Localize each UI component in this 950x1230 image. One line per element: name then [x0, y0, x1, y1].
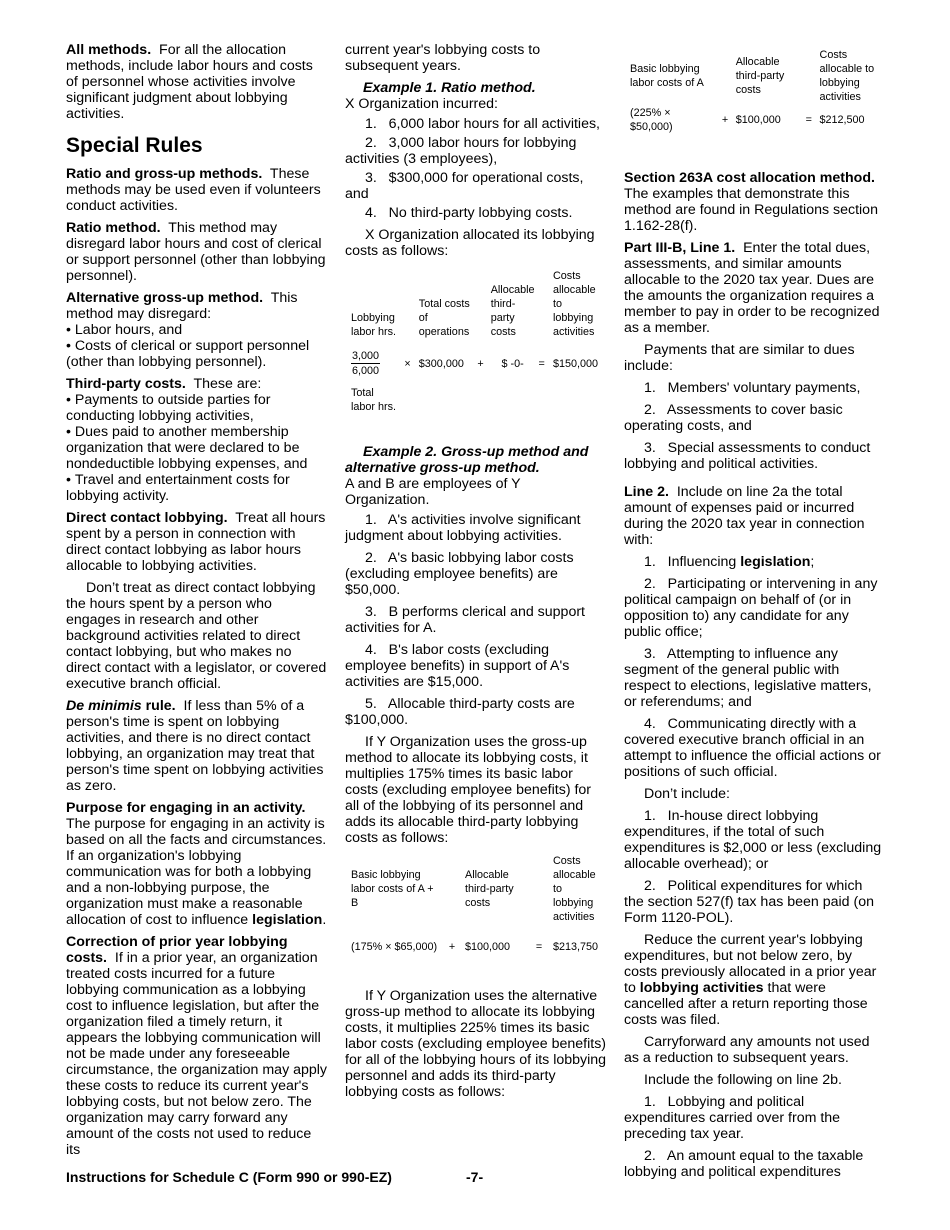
t2-h-third: Allocable third-party costs [465, 869, 514, 909]
similar-item: 3. Special assessments to conduct lobbying and political activities. [624, 440, 871, 472]
dont-treat-para: Don’t treat as direct contact lobbying the hours spent by a person who engages in research and other background activities related to direct contact lobbying, but who makes no direct contact with a legislator, or covered executive branch official. [66, 580, 327, 692]
third-bullet: • Travel and entertainment costs for lobbying activity. [66, 472, 328, 504]
example-1-item: 4. No third-party lobbying costs. [365, 205, 573, 221]
t1-h-third: Allocable third-party costs [490, 284, 535, 338]
footer-title: Instructions for Schedule C (Form 990 or 990-EZ) [66, 1169, 392, 1185]
t3-basic: (225% × $50,000) [630, 107, 673, 133]
t2-h-alloc: Costs allocable to lobbying activities [553, 855, 596, 923]
t2-h-basic: Basic lobbying labor costs of A + B [351, 869, 434, 909]
third-party-para: Third-party costs. These are: [66, 376, 262, 392]
example-1-item: 1. 6,000 labor hours for all activities, [365, 116, 601, 132]
alt-bullet: • Labor hours, and [66, 322, 328, 338]
alt-grossup-para: If Y Organization uses the alternative gross-up method to allocate its lobbying costs, it multiplies 225% times its basic labor costs (excluding employee benefits) for all of the lobbying hours of its lobbying personnel and adds its third-party lobbying costs as follows: [345, 988, 607, 1100]
example-2-intro: A and B are employees of Y Organization. [345, 476, 521, 508]
grossup-table: Basic lobbying labor costs of A + B Allocable third-party costs Costs allocable to lobbying activities (175% × $65,000) + $100,000 = $213,750 [351, 854, 607, 954]
t1-fraction: $\frac{3,000}{6,000}$ [352, 350, 380, 377]
column-1 [66, 42, 328, 1164]
t1-result: $150,000 [553, 357, 599, 370]
example-1-item: 2. 3,000 labor hours for lobbying activities (3 employees), [345, 135, 577, 167]
include-2b-para: Include the following on line 2b. [644, 1072, 842, 1088]
t2-basic: (175% × $65,000) [351, 941, 438, 953]
example-2-item: 3. B performs clerical and support activities for A. [345, 604, 586, 636]
ratio-grossup-para: Ratio and gross-up methods. These methods may be used even if volunteers conduct activities. [66, 166, 321, 214]
column-2 [345, 42, 608, 1106]
alt-grossup-para: Alternative gross-up method. This method may disregard: [66, 290, 298, 322]
example-2-item: 2. A's basic lobbying labor costs (excluding employee benefits) are $50,000. [345, 550, 574, 598]
example-1-title: Example 1. Ratio method. [363, 80, 536, 96]
line2b-item: 1. Lobbying and political expenditures carried over from the preceding tax year. [624, 1094, 841, 1142]
ratio-table: Lobbying labor hrs. Total costs of operations Allocable third-party costs Costs allocable to lobbying activities $\frac{3,000}{6,000}$ × $300,000 + $ -0- = $150,000 Total labor hrs. [351, 269, 608, 414]
example-1-intro: X Organization incurred: [345, 96, 498, 112]
continuation-para: current year's lobbying costs to subsequent years. [345, 42, 541, 74]
page-number: -7- [466, 1169, 484, 1185]
example-2-item: 1. A's activities involve significant judgment about lobbying activities. [345, 512, 581, 544]
line2-item: 4. Communicating directly with a covered executive branch official in an attempt to influence the official actions or positions of such official. [624, 716, 881, 780]
t3-result: $212,500 [819, 114, 865, 126]
t1-foot: Total labor hrs. [351, 387, 397, 413]
t3-third: $100,000 [735, 114, 781, 126]
t3-h-basic: Basic lobbying labor costs of A [630, 63, 704, 89]
all-methods-para: All methods. For all the allocation methods, include labor hours and costs of personnel whose activities involve significant judgment about lobbying activities. [66, 42, 313, 122]
alt-grossup-table: Basic lobbying labor costs of A Allocable third-party costs Costs allocable to lobbying activities (225% × $50,000) + $100,000 = $212,500 [630, 48, 886, 134]
line2-item: 3. Attempting to influence any segment of the general public with respect to elections, legislative matters, or referendums; and [624, 646, 872, 710]
grossup-para: If Y Organization uses the gross-up method to allocate its lobbying costs, it multiplies 175% times its basic labor costs (excluding employee benefits) for all of the lobbying of its personnel and adds its allocable third-party lobbying costs as follows: [345, 734, 592, 846]
line2-item: 2. Participating or intervening in any political campaign on behalf of (or in opposition to) any candidate for any public office; [624, 576, 878, 640]
t3-h-third: Allocable third-party costs [735, 56, 785, 96]
t3-h-alloc: Costs allocable to lobbying activities [819, 49, 875, 103]
dont-include-para: Don’t include: [644, 786, 730, 802]
reduce-para: Reduce the current year's lobbying expenditures, but not below zero, by costs previously allocated in a prior year to lobbying activities that were cancelled after a return reporting those costs was filed. [624, 932, 877, 1028]
carryforward-para: Carryforward any amounts not used as a reduction to subsequent years. [624, 1034, 870, 1066]
example-2-item: 5. Allocable third-party costs are $100,000. [345, 696, 575, 728]
t2-third: $100,000 [465, 941, 511, 953]
line2b-item: 2. An amount equal to the taxable lobbying and political expenditures [624, 1148, 864, 1180]
part-3b-line1-para: Part III-B, Line 1. Enter the total dues, assessments, and similar amounts allocable to the 2020 tax year. Dues are the amounts the organization requires a member to pay in order to be recognized as a member. [624, 240, 880, 336]
t2-result: $213,750 [553, 941, 599, 953]
dont-include-item: 2. Political expenditures for which the section 527(f) tax has been paid (on Form 1120-POL). [624, 878, 875, 926]
similar-para: Payments that are similar to dues include: [624, 342, 855, 374]
example-1-alloc: X Organization allocated its lobbying costs as follows: [345, 227, 595, 259]
similar-item: 2. Assessments to cover basic operating costs, and [624, 402, 843, 434]
line2-para: Line 2. Include on line 2a the total amount of expenses paid or incurred during the 2020 tax year in connection with: [624, 484, 865, 548]
t1-total: $300,000 [418, 357, 464, 370]
example-2-title: Example 2. Gross-up method and alternative gross-up method. [345, 444, 589, 476]
t1-h-alloc: Costs allocable to lobbying activities [553, 270, 596, 338]
alt-bullet: • Costs of clerical or support personnel (other than lobbying personnel). [66, 338, 328, 370]
example-1-item: 3. $300,000 for operational costs, and [345, 170, 584, 202]
de-minimis-para: De minimis rule. If less than 5% of a person's time is spent on lobbying activities, and there is no direct contact lobbying, an organization may treat that person's time spent on lobbying activities as zero. [66, 698, 324, 794]
third-bullet: • Dues paid to another membership organization that were declared to be nondeductible lobbying expenses, and [66, 424, 328, 472]
dont-include-item: 1. In-house direct lobbying expenditures, if the total of such expenditures is $2,000 or less (excluding allocable overhead); or [624, 808, 882, 872]
t1-h-total: Total costs of operations [418, 298, 470, 338]
column-3 [624, 42, 886, 1186]
similar-item: 1. Members' voluntary payments, [644, 380, 861, 396]
t1-third: $ -0- [501, 357, 524, 370]
section-263a-para: Section 263A cost allocation method. The examples that demonstrate this method are found in Regulations section 1.162-28(f). [624, 170, 878, 234]
example-2-item: 4. B's labor costs (excluding employee benefits) in support of A's activities are $15,000. [345, 642, 570, 690]
correction-para: Correction of prior year lobbying costs. If in a prior year, an organization treated costs incurred for a future lobbying communication as a lobbying cost to influence legislation, but after the organization filed a timely return, it appears the lobbying communication will not be made under any foreseeable circumstance, the organization may apply these costs to reduce its current year's lobbying costs, but not below zero. The organization may carry forward any amount of the costs not used to reduce its [66, 934, 328, 1158]
special-rules-heading: Special Rules [66, 134, 203, 157]
purpose-para: Purpose for engaging in an activity. The purpose for engaging in an activity is based on all the facts and circumstances. If an organization's lobbying communication was for both a lobbying and a non-lobbying purpose, the organization must make a reasonable allocation of cost to influence legislation. [66, 800, 327, 928]
line2-item: 1. Influencing legislation; [644, 554, 815, 570]
direct-contact-para: Direct contact lobbying. Treat all hours spent by a person in connection with direct contact lobbying as labor hours allocable to lobbying activities. [66, 510, 326, 574]
t1-h-lobby: Lobbying labor hrs. [351, 312, 397, 338]
ratio-method-para: Ratio method. This method may disregard labor hours and cost of clerical or support personnel (other than lobbying personnel). [66, 220, 326, 284]
third-bullet: • Payments to outside parties for conducting lobbying activities, [66, 392, 328, 424]
